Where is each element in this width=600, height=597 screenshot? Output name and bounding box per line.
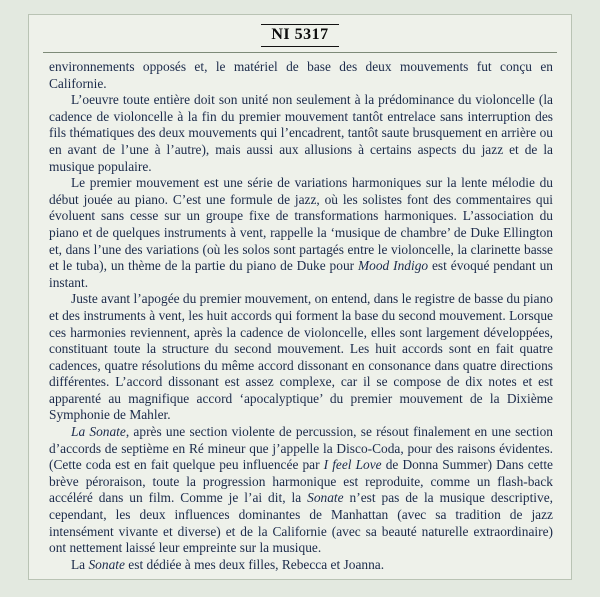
header-divider bbox=[43, 52, 557, 53]
paragraph: L’oeuvre toute entière doit son unité non seulement à la prédominance du violoncelle (la cadence de violoncelle à la fin du premier mouvement tantôt entrelace sans interruption des fils thématiques des deux mouvements qui l’encadrent, tantôt saute brusquement en arrière ou en avant de l’une à l’autre), mais aussi aux allusions à certains aspects du jazz et de la musique populaire. bbox=[49, 92, 553, 174]
italic-run: Sonate bbox=[88, 556, 125, 572]
paragraph: Juste avant l’apogée du premier mouvement, on entend, dans le registre de basse du piano et des instruments à vent, les huit accords qui forment la base du second mouvement. Lorsque ces harmonies reviennent, après la cadence de violoncelle, elles sont largement développées, constituant toute la structure du second mouvement. Les huit accords sont en fait quatre cadences, quatre résolutions du même accord dissonant en consonance dans quatre directions différentes. L’accord dissonant est assez complexe, car il se compose de dix notes et est apparenté au magnifique accord ‘apocalyptique’ du premier mouvement de la Dixième Symphonie de Mahler. bbox=[49, 291, 553, 423]
paragraph: environnements opposés et, le matériel de base des deux mouvements fut conçu en Californie. bbox=[49, 59, 553, 91]
liner-notes-body bbox=[49, 59, 553, 573]
italic-run: Sonate bbox=[89, 424, 126, 440]
page-header bbox=[29, 15, 571, 51]
italic-run: I feel Love bbox=[323, 457, 382, 473]
liner-notes-sheet bbox=[28, 14, 572, 580]
paragraph: La Sonate est dédiée à mes deux filles, Rebecca et Joanna. bbox=[71, 556, 385, 572]
italic-run: La bbox=[71, 424, 90, 440]
paragraph: Le premier mouvement est une série de variations harmoniques sur la lente mélodie du début jouée au piano. C’est une formule de jazz, où les solistes font des commentaires qui évoluent sans cesse sur un groupe fixe de transformations harmoniques. L’association du piano et de quelques instruments à vent, rappelle la ‘musique de chambre’ de Duke Ellington et, dans l’une des variations (où les solos sont partagés entre le violoncelle, la clarinette basse et le tuba), un thème de la partie du piano de Duke pour Mood Indigo est évoqué pendant un instant. bbox=[49, 175, 553, 290]
catalog-number: NI 5317 bbox=[261, 24, 338, 47]
paragraph: La Sonate, après une section violente de percussion, se résout finalement en une section d’accords de septième en Ré mineur que j’appelle la Disco-Coda, pour des raisons évidentes. (Cette coda est en fait quelque peu influencée par I feel Love de Donna Summer) Dans cette brève péroraison, toute la progression harmonique est reproduite, comme un flash-back accéléré dans un film. Comme je l’ai dit, la Sonate n’est pas de la musique descriptive, cependant, les deux influences dominantes de Manhattan (avec sa tradition de jazz intensément vivante et diverse) et de la Californie (avec sa beauté naturelle extraordinaire) ont nettement laissé leur empreinte sur la musique. bbox=[49, 424, 554, 556]
italic-run: Sonate bbox=[307, 490, 344, 506]
italic-run: Mood Indigo bbox=[358, 258, 429, 274]
